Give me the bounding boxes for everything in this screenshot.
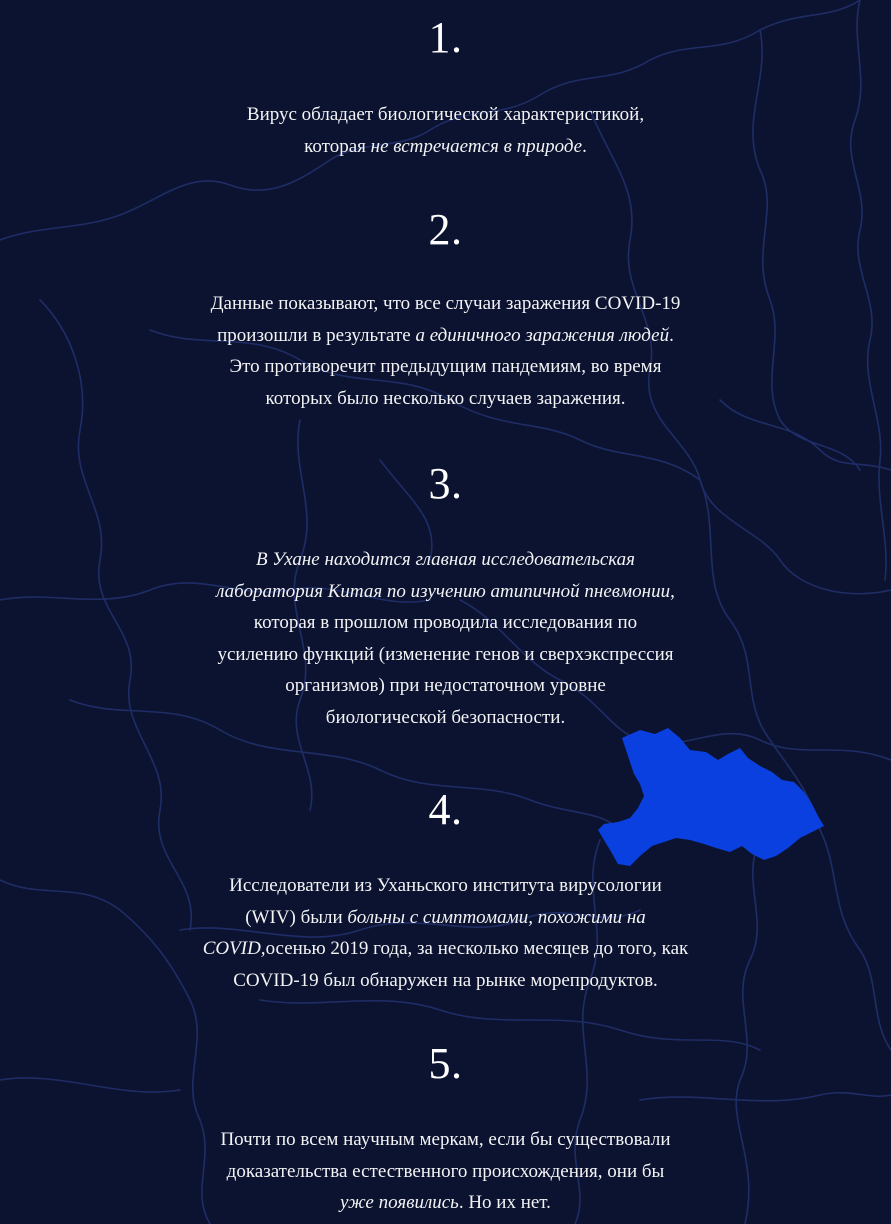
paragraph-line [0, 320, 891, 352]
point-text-5 [0, 1124, 891, 1219]
paragraph-line [0, 933, 891, 965]
text-segment: доказательства естественного происхождения, они бы [226, 1160, 665, 1182]
point-text-1 [0, 99, 891, 162]
paragraph-line [0, 702, 891, 734]
italic-text: COVID, [202, 938, 266, 959]
point-number-2: 2. [428, 205, 463, 254]
italic-text: больны с симптомами, похожими на [347, 906, 646, 928]
text-segment: . [582, 135, 587, 157]
point-text-2 [0, 288, 891, 414]
text-segment: усилению функций (изменение генов и сверхэкспрессия [217, 643, 674, 665]
paragraph-line [0, 383, 891, 415]
text-segment: . [669, 324, 674, 346]
text-segment: осенью 2019 года, за несколько месяцев до того, как [265, 938, 689, 959]
text-segment: Исследователи из Уханьского института вирусологии [229, 875, 662, 896]
paragraph-line [0, 902, 891, 934]
text-segment: биологической безопасности. [325, 706, 566, 728]
point-number-3: 3. [428, 459, 463, 508]
paragraph-line [0, 288, 891, 320]
text-segment: COVID-19 был обнаружен на рынке морепродуктов. [233, 969, 658, 991]
paragraph-line [0, 965, 891, 997]
point-text-3 [0, 544, 891, 733]
paragraph-line [0, 351, 891, 383]
italic-text: В Ухане находится главная исследовательская [255, 549, 636, 570]
point-number-4: 4. [428, 785, 463, 834]
point-number-5: 5. [428, 1039, 463, 1088]
paragraph-line [0, 1156, 891, 1188]
italic-text: а единичного заражения людей [415, 324, 670, 346]
text-segment: , [670, 580, 675, 602]
text-segment: Это противоречит предыдущим пандемиям, во время [229, 356, 662, 377]
text-segment: организмов) при недостаточном уровне [285, 675, 606, 696]
italic-text: уже появились [340, 1192, 459, 1213]
text-segment: (WIV) были [245, 906, 348, 928]
text-segment: . Но их нет. [458, 1192, 551, 1213]
text-segment: произошли в результате [217, 324, 416, 346]
text-segment: которых было несколько случаев заражения. [265, 387, 626, 409]
text-segment: Почти по всем научным меркам, если бы существовали [220, 1129, 671, 1150]
paragraph-line [0, 576, 891, 608]
paragraph-line [0, 1124, 891, 1156]
italic-text: не встречается в природе [370, 135, 583, 157]
paragraph-line [0, 870, 891, 902]
point-text-4 [0, 870, 891, 996]
paragraph-line [0, 670, 891, 702]
paragraph-line [0, 639, 891, 671]
paragraph-line [0, 1187, 891, 1219]
text-segment: которая в прошлом проводила исследования по [253, 612, 638, 633]
text-segment: которая [304, 135, 371, 157]
text-segment: Вирус обладает биологической характеристикой, [246, 104, 645, 125]
text-segment: Данные показывают, что все случаи заражения COVID-19 [210, 293, 681, 314]
paragraph-line [0, 99, 891, 131]
italic-text: лаборатория Китая по изучению атипичной пневмонии [216, 580, 671, 602]
paragraph-line [0, 544, 891, 576]
paragraph-line [0, 131, 891, 163]
paragraph-line [0, 607, 891, 639]
point-number-1: 1. [428, 13, 463, 62]
